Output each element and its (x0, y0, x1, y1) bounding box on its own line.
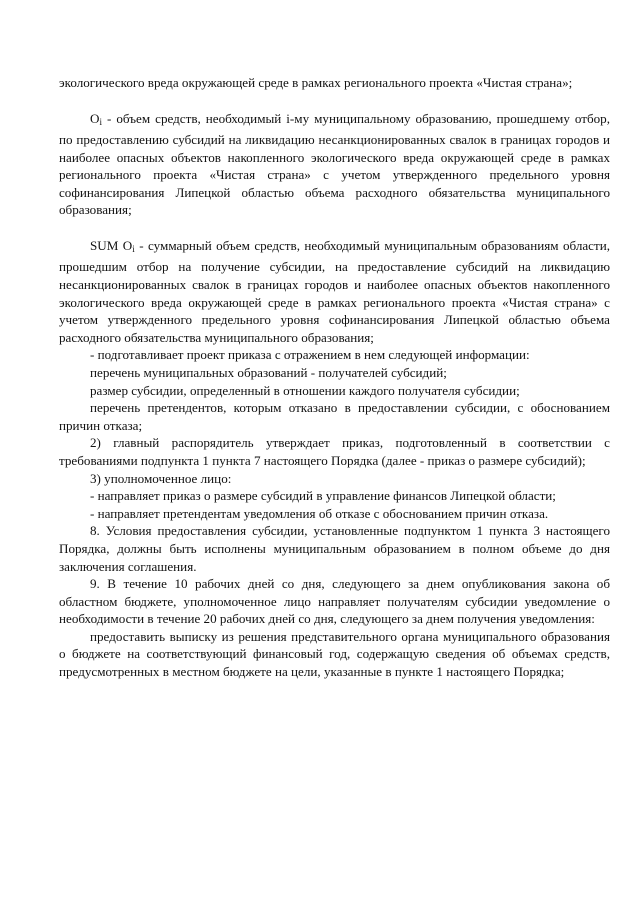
paragraph-continuation: экологического вреда окружающей среде в рамках регионального проекта «Чистая страна»; (59, 75, 573, 90)
paragraph-gap (59, 92, 610, 110)
paragraph-subsidy-size: размер субсидии, определенный в отношении каждого получателя субсидии; (90, 382, 520, 398)
paragraph-send-rejections: - направляет претендентам уведомления об отказе с обоснованием причин отказа. (90, 505, 549, 521)
paragraph-send-order: - направляет приказ о размере субсидий в управление финансов Липецкой области; (90, 488, 556, 504)
oi-definition-text: - объем средств, необходимый i-му муниципальному образованию, прошедшему отбор, по предоставлению субсидий на ликвидацию несанкционированных свалок в границах городов и наиболее опасных объектов накопленного экологического вреда окружающей среде в рамках регионального проекта «Чистая страна» с учетом утвержденного предельного уровня софинансирования Липецкой областью объема расходного обязательства муниципального образования; (59, 110, 610, 218)
paragraph-gap (59, 219, 610, 237)
document-body (59, 74, 610, 681)
sum-oi-definition-text: - суммарный объем средств, необходимый муниципальным образованиям области, прошедшим отбор на получение субсидии, на предоставление субсидий на ликвидацию несанкционированных свалок в границах городов и наиболее опасных объектов накопленного экологического вреда окружающей среде в рамках регионального проекта «Чистая страна» с учетом утвержденного предельного уровня софинансирования Липецкой областью объема расходного обязательства муниципального образования; (59, 237, 610, 345)
paragraph-rejected-list: перечень претендентов, которым отказано в предоставлении субсидии, с обоснованием причин отказа; (59, 400, 610, 433)
paragraph-draft-order: - подготавливает проект приказа с отражением в нем следующей информации: (90, 347, 530, 363)
variable-sum-oi: SUM $O_i$ (90, 237, 135, 254)
paragraph-list-municipalities: перечень муниципальных образований - получателей субсидий; (90, 364, 447, 380)
paragraph-budget-extract: предоставить выписку из решения представительного органа муниципального образования о бюджете на соответствующий финансовый год, содержащую сведения об объемах средств, предусмотренных в местном бюджете на цели, указанные в пункте 1 настоящего Порядка; (59, 628, 610, 680)
paragraph-approve-order: 2) главный распорядитель утверждает приказ, подготовленный в соответствии с требованиями подпункта 1 пункта 7 настоящего Порядка (далее - приказ о размере субсидий); (59, 435, 610, 468)
paragraph-sum-oi-definition (59, 237, 610, 346)
paragraph-oi-definition (59, 110, 610, 219)
variable-oi: $O_i$ (90, 110, 103, 127)
paragraph-item-9: 9. В течение 10 рабочих дней со дня, следующего за днем опубликования закона об областном бюджете, уполномоченное лицо направляет получателям субсидии уведомление о необходимости в течение 20 рабочих дней со дня, следующего за днем получения уведомления: (59, 576, 610, 627)
paragraph-authorized-person: 3) уполномоченное лицо: (90, 470, 232, 486)
paragraph-item-8: 8. Условия предоставления субсидии, установленные подпунктом 1 пункта 3 настоящего Порядка, должны быть исполнены муниципальным образованием в полном объеме до дня заключения соглашения. (59, 523, 610, 574)
